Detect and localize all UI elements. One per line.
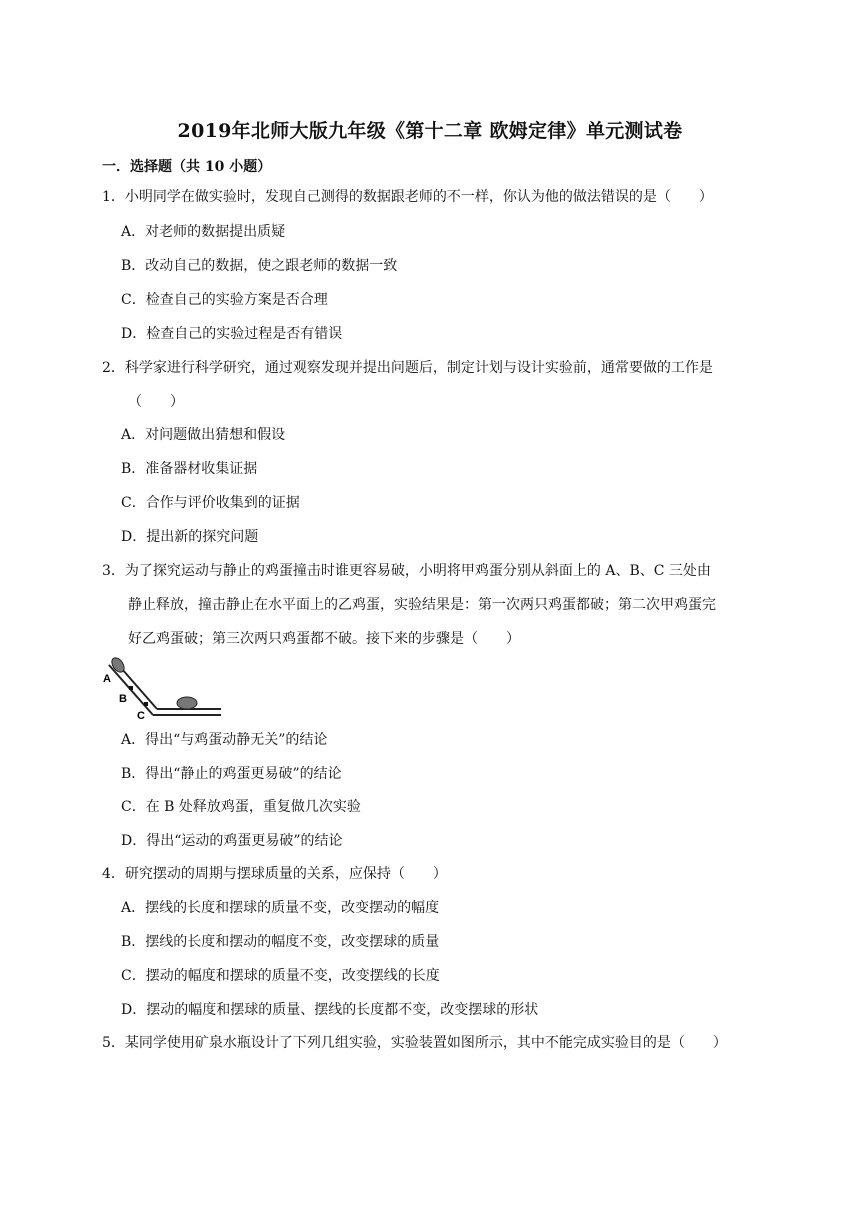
label-b: B <box>119 693 127 705</box>
question-1-option-b: B．改动自己的数据，使之跟老师的数据一致 <box>121 258 398 274</box>
question-2-option-b: B．准备器材收集证据 <box>121 461 258 477</box>
question-3-stem-cont-2: 好乙鸡蛋破；第三次两只鸡蛋都不破。接下来的步骤是（ ） <box>128 631 520 647</box>
question-5-stem: 5．某同学使用矿泉水瓶设计了下列几组实验，实验装置如图所示，其中不能完成实验目的是（ ） <box>102 1035 727 1051</box>
stationary-egg <box>177 697 197 709</box>
question-3-option-b: B．得出“静止的鸡蛋更易破”的结论 <box>121 766 342 782</box>
question-1-option-a: A．对老师的数据提出质疑 <box>121 224 286 240</box>
label-c: C <box>137 710 145 722</box>
question-2-option-c: C．合作与评价收集到的证据 <box>121 495 300 511</box>
question-3-stem: 3．为了探究运动与静止的鸡蛋撞击时谁更容易破，小明将甲鸡蛋分别从斜面上的 A、B、C 三处由 <box>102 563 711 579</box>
question-3-option-c: C．在 B 处释放鸡蛋，重复做几次实验 <box>121 799 361 815</box>
label-a: A <box>103 673 111 685</box>
question-2-stem: 2．科学家进行科学研究，通过观察发现并提出问题后，制定计划与设计实验前，通常要做的工作是 <box>102 360 713 376</box>
question-4-option-d: D．摆动的幅度和摆球的质量、摆线的长度都不变，改变摆球的形状 <box>121 1002 539 1018</box>
question-3-stem-cont-1: 静止释放，撞击静止在水平面上的乙鸡蛋，实验结果是：第一次两只鸡蛋都破；第二次甲鸡蛋完 <box>128 597 716 613</box>
document-title: 2019年北师大版九年级《第十二章 欧姆定律》单元测试卷 <box>177 120 683 142</box>
question-2-option-d: D．提出新的探究问题 <box>121 529 259 545</box>
question-1-stem: 1．小明同学在做实验时，发现自己测得的数据跟老师的不一样，你认为他的做法错误的是（ ） <box>102 189 713 205</box>
section-heading: 一．选择题（共 10 小题） <box>102 159 272 175</box>
question-1-option-c: C．检查自己的实验方案是否合理 <box>121 292 328 308</box>
question-3-option-a: A．得出“与鸡蛋动静无关”的结论 <box>121 732 328 748</box>
question-4-stem: 4．研究摆动的周期与摆球质量的关系，应保持（ ） <box>102 866 447 882</box>
question-3-option-d: D．得出“运动的鸡蛋更易破”的结论 <box>121 833 343 849</box>
question-4-option-a: A．摆线的长度和摆球的质量不变，改变摆动的幅度 <box>121 900 440 916</box>
question-4-option-b: B．摆线的长度和摆动的幅度不变，改变摆球的质量 <box>121 934 440 950</box>
question-4-option-c: C．摆动的幅度和摆球的质量不变，改变摆线的长度 <box>121 968 440 984</box>
incline-egg-figure <box>103 655 223 725</box>
question-2-option-a: A．对问题做出猜想和假设 <box>121 427 286 443</box>
question-1-option-d: D．检查自己的实验过程是否有错误 <box>121 326 343 342</box>
question-2-stem-cont: （ ） <box>128 394 184 410</box>
